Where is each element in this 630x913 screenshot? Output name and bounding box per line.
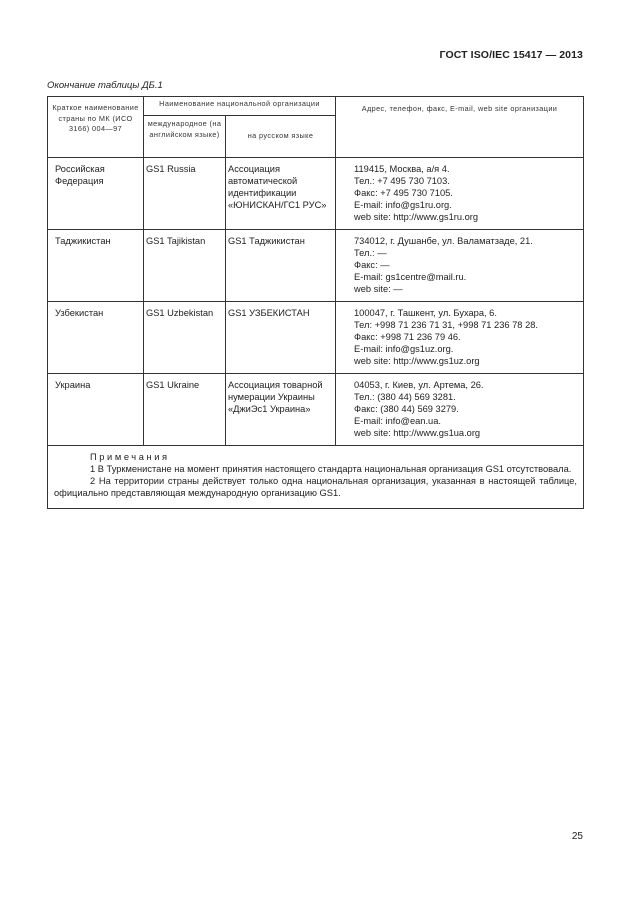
- address-line: 734012, г. Душанбе, ул. Валаматзаде, 21.: [354, 236, 533, 246]
- org-ru-cell: Ассоциация товарной нумерации Украины «ДжиЭс1 Украина»: [226, 374, 336, 446]
- address-line: 04053, г. Киев, ул. Артема, 26.: [354, 380, 484, 390]
- address-line: 100047, г. Ташкент, ул. Бухара, 6.: [354, 308, 497, 318]
- phone-line: Тел.: (380 44) 569 3281.: [354, 392, 456, 402]
- fax-line: Факс: —: [354, 260, 390, 270]
- email-line: E-mail: gs1centre@mail.ru.: [354, 272, 467, 282]
- phone-line: Тел: +998 71 236 71 31, +998 71 236 78 28.: [354, 320, 538, 330]
- address-cell: [336, 374, 584, 446]
- website-line: web site: http://www.gs1ua.org: [354, 428, 481, 438]
- org-intl-cell: GS1 Tajikistan: [144, 230, 226, 302]
- header-org-ru: на русском языке: [226, 116, 336, 158]
- website-line: web site: http://www.gs1ru.org: [354, 212, 479, 222]
- email-line: E-mail: info@gs1uz.org.: [354, 344, 454, 354]
- website-line: web site: http://www.gs1uz.org: [354, 356, 480, 366]
- notes-title: Примечания: [90, 452, 170, 462]
- email-line: E-mail: info@ean.ua.: [354, 416, 441, 426]
- table-row: [48, 158, 584, 230]
- notes-row: [48, 446, 584, 509]
- email-line: E-mail: info@gs1ru.org.: [354, 200, 452, 210]
- address-cell: [336, 158, 584, 230]
- address-line: 119415, Москва, а/я 4.: [354, 164, 450, 174]
- country-cell: Узбекистан: [48, 302, 144, 374]
- website-line: web site: —: [354, 284, 403, 294]
- country-cell: Украина: [48, 374, 144, 446]
- org-intl-cell: GS1 Uzbekistan: [144, 302, 226, 374]
- organizations-table: [47, 96, 584, 509]
- table-row: [48, 374, 584, 446]
- page-number: 25: [571, 831, 583, 842]
- fax-line: Факс: (380 44) 569 3279.: [354, 404, 459, 414]
- fax-line: Факс: +998 71 236 79 46.: [354, 332, 461, 342]
- org-intl-cell: GS1 Ukraine: [144, 374, 226, 446]
- country-cell: Таджикистан: [48, 230, 144, 302]
- address-cell: [336, 302, 584, 374]
- standard-code-header: ГОСТ ISO/IEC 15417 — 2013: [439, 49, 583, 61]
- table-row: [48, 302, 584, 374]
- table-caption: Окончание таблицы ДБ.1: [47, 80, 163, 91]
- org-ru-cell: GS1 УЗБЕКИСТАН: [226, 302, 336, 374]
- header-org: Наименование национальной организации: [144, 97, 336, 116]
- org-intl-cell: GS1 Russia: [144, 158, 226, 230]
- note-item: 1 В Туркменистане на момент принятия настоящего стандарта национальная организация GS1 отсутствовала.: [90, 464, 572, 474]
- phone-line: Тел.: +7 495 730 7103.: [354, 176, 450, 186]
- notes-cell: [48, 446, 584, 509]
- table-row: [48, 230, 584, 302]
- header-address: Адрес, телефон, факс, E-mail, web site организации: [336, 97, 584, 158]
- header-country: Краткое наименование страны по МК (ИСО 3166) 004—97: [48, 97, 144, 158]
- address-cell: [336, 230, 584, 302]
- table-header-row: [48, 97, 584, 116]
- header-org-intl: международное (на английском языке): [144, 116, 226, 158]
- phone-line: Тел.: —: [354, 248, 387, 258]
- fax-line: Факс: +7 495 730 7105.: [354, 188, 453, 198]
- note-item: 2 На территории страны действует только одна национальная организация, указанная в настоящей таблице, официально представляющая международную организацию GS1.: [54, 476, 578, 499]
- org-ru-cell: GS1 Таджикистан: [226, 230, 336, 302]
- org-ru-cell: Ассоциация автоматической идентификации «ЮНИСКАН/ГС1 РУС»: [226, 158, 336, 230]
- country-cell: Российская Федерация: [48, 158, 144, 230]
